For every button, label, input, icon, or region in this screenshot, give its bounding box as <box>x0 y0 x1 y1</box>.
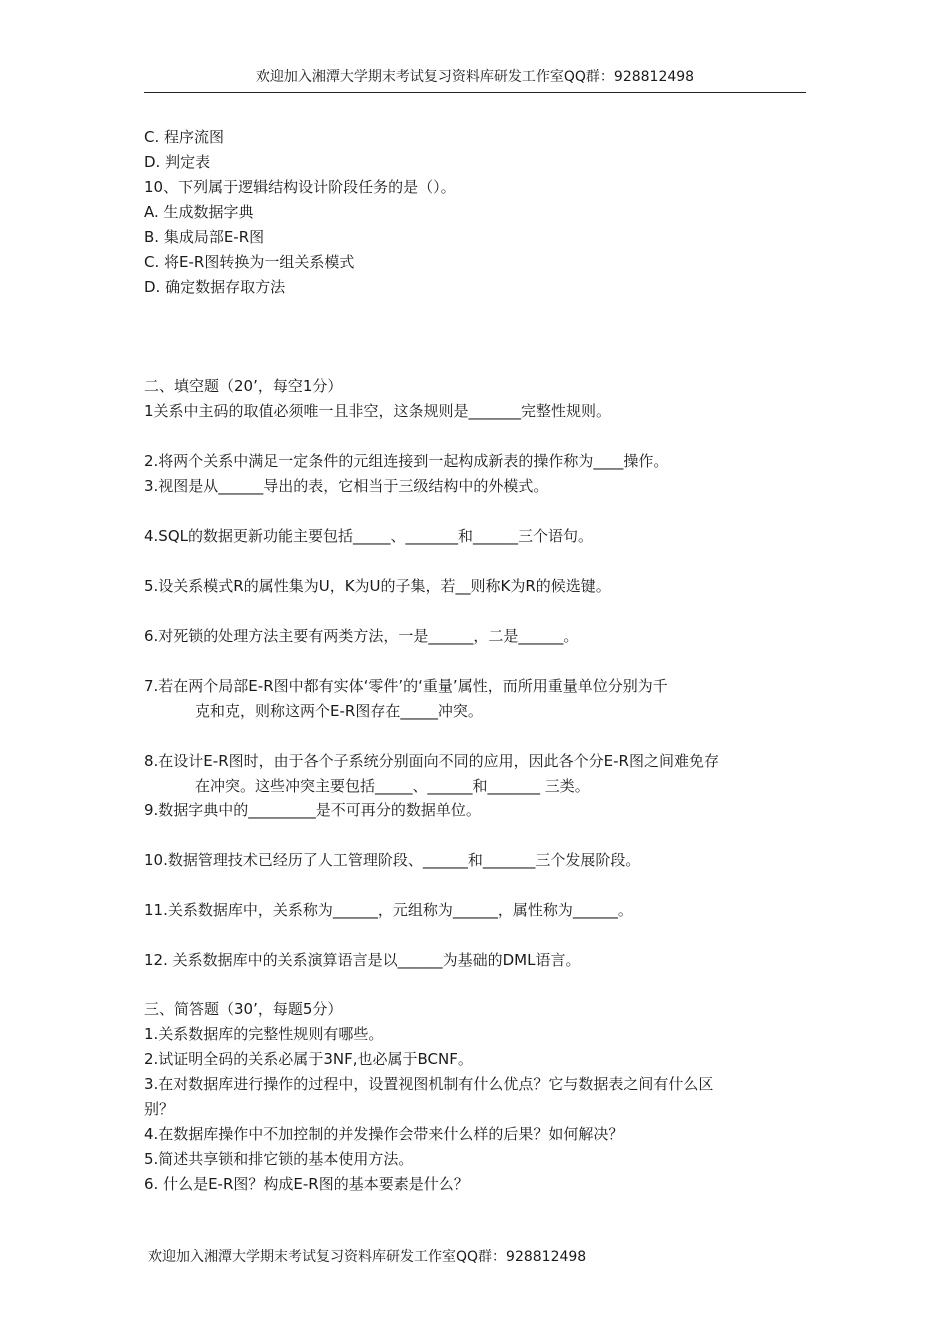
option-a: A. 生成数据字典 <box>144 203 254 221</box>
fill-question-8: 8.在设计E-R图时，由于各个子系统分别面向不同的应用，因此各个分E-R图之间难免存 <box>144 752 719 770</box>
option-b: B. 集成局部E-R图 <box>144 228 265 246</box>
short-question-2: 2.试证明全码的关系必属于3NF,也必属于BCNF。 <box>144 1050 473 1068</box>
question-10: 10、下列属于逻辑结构设计阶段任务的是（）。 <box>144 178 456 196</box>
fill-question-11: 11.关系数据库中，关系称为______，元组称为______，属性称为______。 <box>144 901 633 919</box>
fill-question-2: 2.将两个关系中满足一定条件的元组连接到一起构成新表的操作称为____操作。 <box>144 452 669 470</box>
option-c-flowchart: C. 程序流图 <box>144 128 225 146</box>
page-header: 欢迎加入湘潭大学期末考试复习资料库研发工作室QQ群：928812498 <box>144 66 806 93</box>
short-question-1: 1.关系数据库的完整性规则有哪些。 <box>144 1025 384 1043</box>
fill-question-7: 7.若在两个局部E-R图中都有实体‘零件’的‘重量’属性，而所用重量单位分别为千 <box>144 677 668 695</box>
short-question-4: 4.在数据库操作中不加控制的并发操作会带来什么样的后果？如何解决？ <box>144 1125 624 1143</box>
section-heading-short-answer: 三、简答题（30’，每题5分） <box>144 1000 343 1018</box>
short-question-5: 5.简述共享锁和排它锁的基本使用方法。 <box>144 1150 414 1168</box>
fill-question-10: 10.数据管理技术已经历了人工管理阶段、______和_______三个发展阶段。 <box>144 851 641 869</box>
fill-question-1: 1关系中主码的取值必须唯一且非空，这条规则是_______完整性规则。 <box>144 402 612 420</box>
fill-question-12: 12. 关系数据库中的关系演算语言是以______为基础的DML语言。 <box>144 951 581 969</box>
fill-question-4: 4.SQL的数据更新功能主要包括_____、_______和______三个语句。 <box>144 527 593 545</box>
option-d-decision-table: D. 判定表 <box>144 153 211 171</box>
short-question-3-cont: 别？ <box>144 1100 175 1118</box>
short-question-6: 6. 什么是E-R图？构成E-R图的基本要素是什么？ <box>144 1175 469 1193</box>
short-question-3: 3.在对数据库进行操作的过程中，设置视图机制有什么优点？它与数据表之间有什么区 <box>144 1075 714 1093</box>
fill-question-6: 6.对死锁的处理方法主要有两类方法，一是______，二是______。 <box>144 627 579 645</box>
section-heading-fill-blank: 二、填空题（20’，每空1分） <box>144 377 343 395</box>
fill-question-9: 9.数据字典中的_________是不可再分的数据单位。 <box>144 801 481 819</box>
option-d: D. 确定数据存取方法 <box>144 278 286 296</box>
fill-question-8-cont: 在冲突。这些冲突主要包括_____、______和_______ 三类。 <box>195 777 590 795</box>
page-footer: 欢迎加入湘潭大学期末考试复习资料库研发工作室QQ群：928812498 <box>148 1249 587 1265</box>
fill-question-5: 5.设关系模式R的属性集为U，K为U的子集，若__则称K为R的候选键。 <box>144 577 611 595</box>
fill-question-3: 3.视图是从______导出的表，它相当于三级结构中的外模式。 <box>144 477 549 495</box>
fill-question-7-cont: 克和克，则称这两个E-R图存在_____冲突。 <box>195 702 483 720</box>
option-c: C. 将E-R图转换为一组关系模式 <box>144 253 355 271</box>
